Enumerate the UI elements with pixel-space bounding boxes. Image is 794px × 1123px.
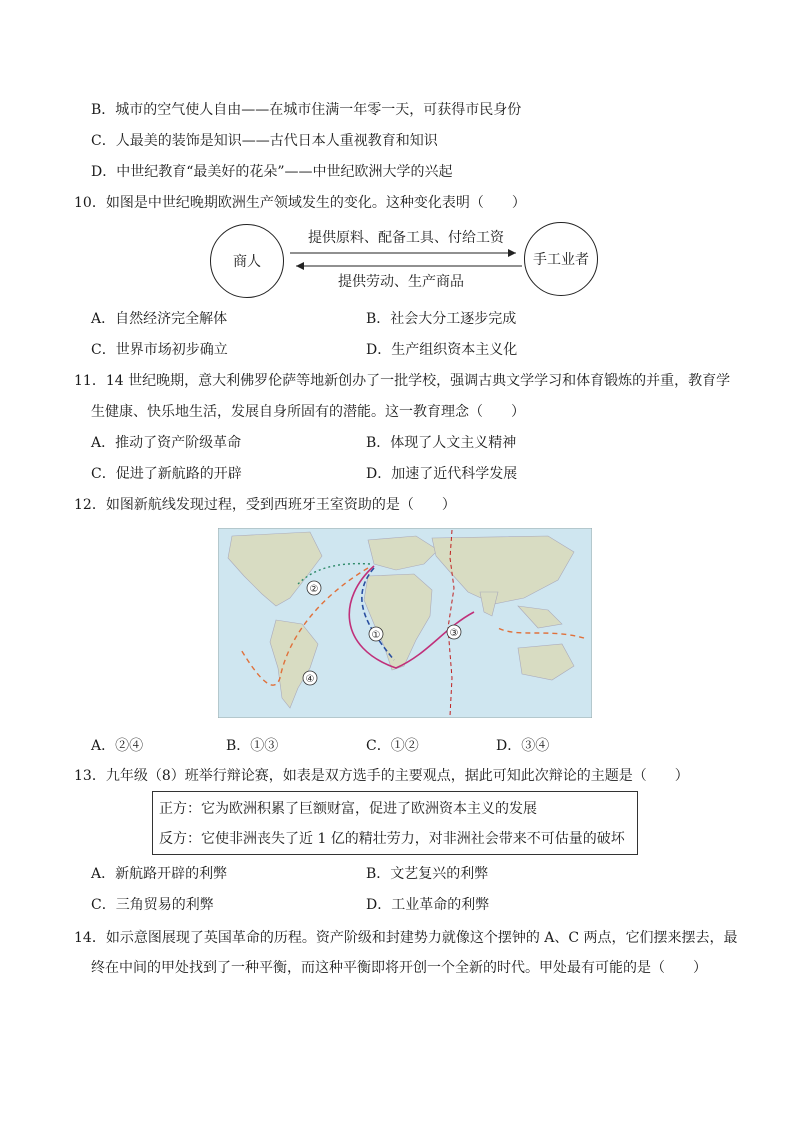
q10-option-b: B．社会大分工逐步完成 [366,311,517,327]
q9-option-b: B．城市的空气使人自由——在城市住满一年零一天，可获得市民身份 [91,102,522,118]
q13-option-d: D．工业革命的利弊 [366,897,490,913]
con-view: 反方：它使非洲丧失了近 1 亿的精壮劳力，对非洲社会带来不可估量的破坏 [159,831,625,847]
q9-option-c: C．人最美的装饰是知识——古代日本人重视教育和知识 [91,133,438,149]
q12-option-a: A．②④ [91,738,144,754]
debate-table [152,791,638,855]
q12-option-c: C．①② [366,738,419,754]
q11-stem-line1: 11．14 世纪晚期，意大利佛罗伦萨等地新创办了一批学校，强调古典文学学习和体育锻炼的并重，教育学 [74,373,731,389]
q13-option-c: C．三角贸易的利弊 [91,897,214,913]
route-2-label: ② [309,584,319,595]
route-4-label: ④ [305,674,315,685]
q11-option-b: B．体现了人文主义精神 [366,435,517,451]
q13-stem: 13．九年级（8）班举行辩论赛，如表是双方选手的主要观点，据此可知此次辩论的主题是（ ） [74,768,689,784]
top-arrow-label: 提供原料、配备工具、付给工资 [308,230,504,246]
q11-option-d: D．加速了近代科学发展 [366,466,518,482]
q10-option-c: C．世界市场初步确立 [91,342,228,358]
artisan-label: 手工业者 [533,252,589,268]
q9-option-d: D．中世纪教育“最美好的花朵”——中世纪欧洲大学的兴起 [91,164,453,180]
pro-view: 正方：它为欧洲积累了巨额财富，促进了欧洲资本主义的发展 [159,801,537,817]
q13-option-a: A．新航路开辟的利弊 [91,866,228,882]
q14-stem-line1: 14．如示意图展现了英国革命的历程。资产阶级和封建势力就像这个摆钟的 A、C 两点，它们摆来摆去，最 [74,930,738,946]
q12-option-b: B．①③ [226,738,279,754]
merchant-label: 商人 [233,254,261,270]
new-routes-map [218,528,592,718]
q11-stem-line2: 生健康、快乐地生活，发展自身所固有的潜能。这一教育理念（ ） [91,404,525,420]
q10-option-d: D．生产组织资本主义化 [366,342,518,358]
q10-option-a: A．自然经济完全解体 [91,311,228,327]
q12-stem: 12．如图新航线发现过程，受到西班牙王室资助的是（ ） [74,497,456,513]
q12-option-d: D．③④ [496,738,550,754]
q10-diagram [210,222,600,302]
bottom-arrow-label: 提供劳动、生产商品 [338,274,464,290]
q10-stem: 10．如图是中世纪晚期欧洲生产领域发生的变化。这种变化表明（ ） [74,195,526,211]
q11-option-a: A．推动了资产阶级革命 [91,435,242,451]
q11-option-c: C．促进了新航路的开辟 [91,466,242,482]
route-1-label: ① [371,630,381,641]
q13-option-b: B．文艺复兴的利弊 [366,866,489,882]
q14-stem-line2: 终在中间的甲处找到了一种平衡，而这种平衡即将开创一个全新的时代。甲处最有可能的是（ ） [91,960,707,976]
route-3-label: ③ [449,628,459,639]
